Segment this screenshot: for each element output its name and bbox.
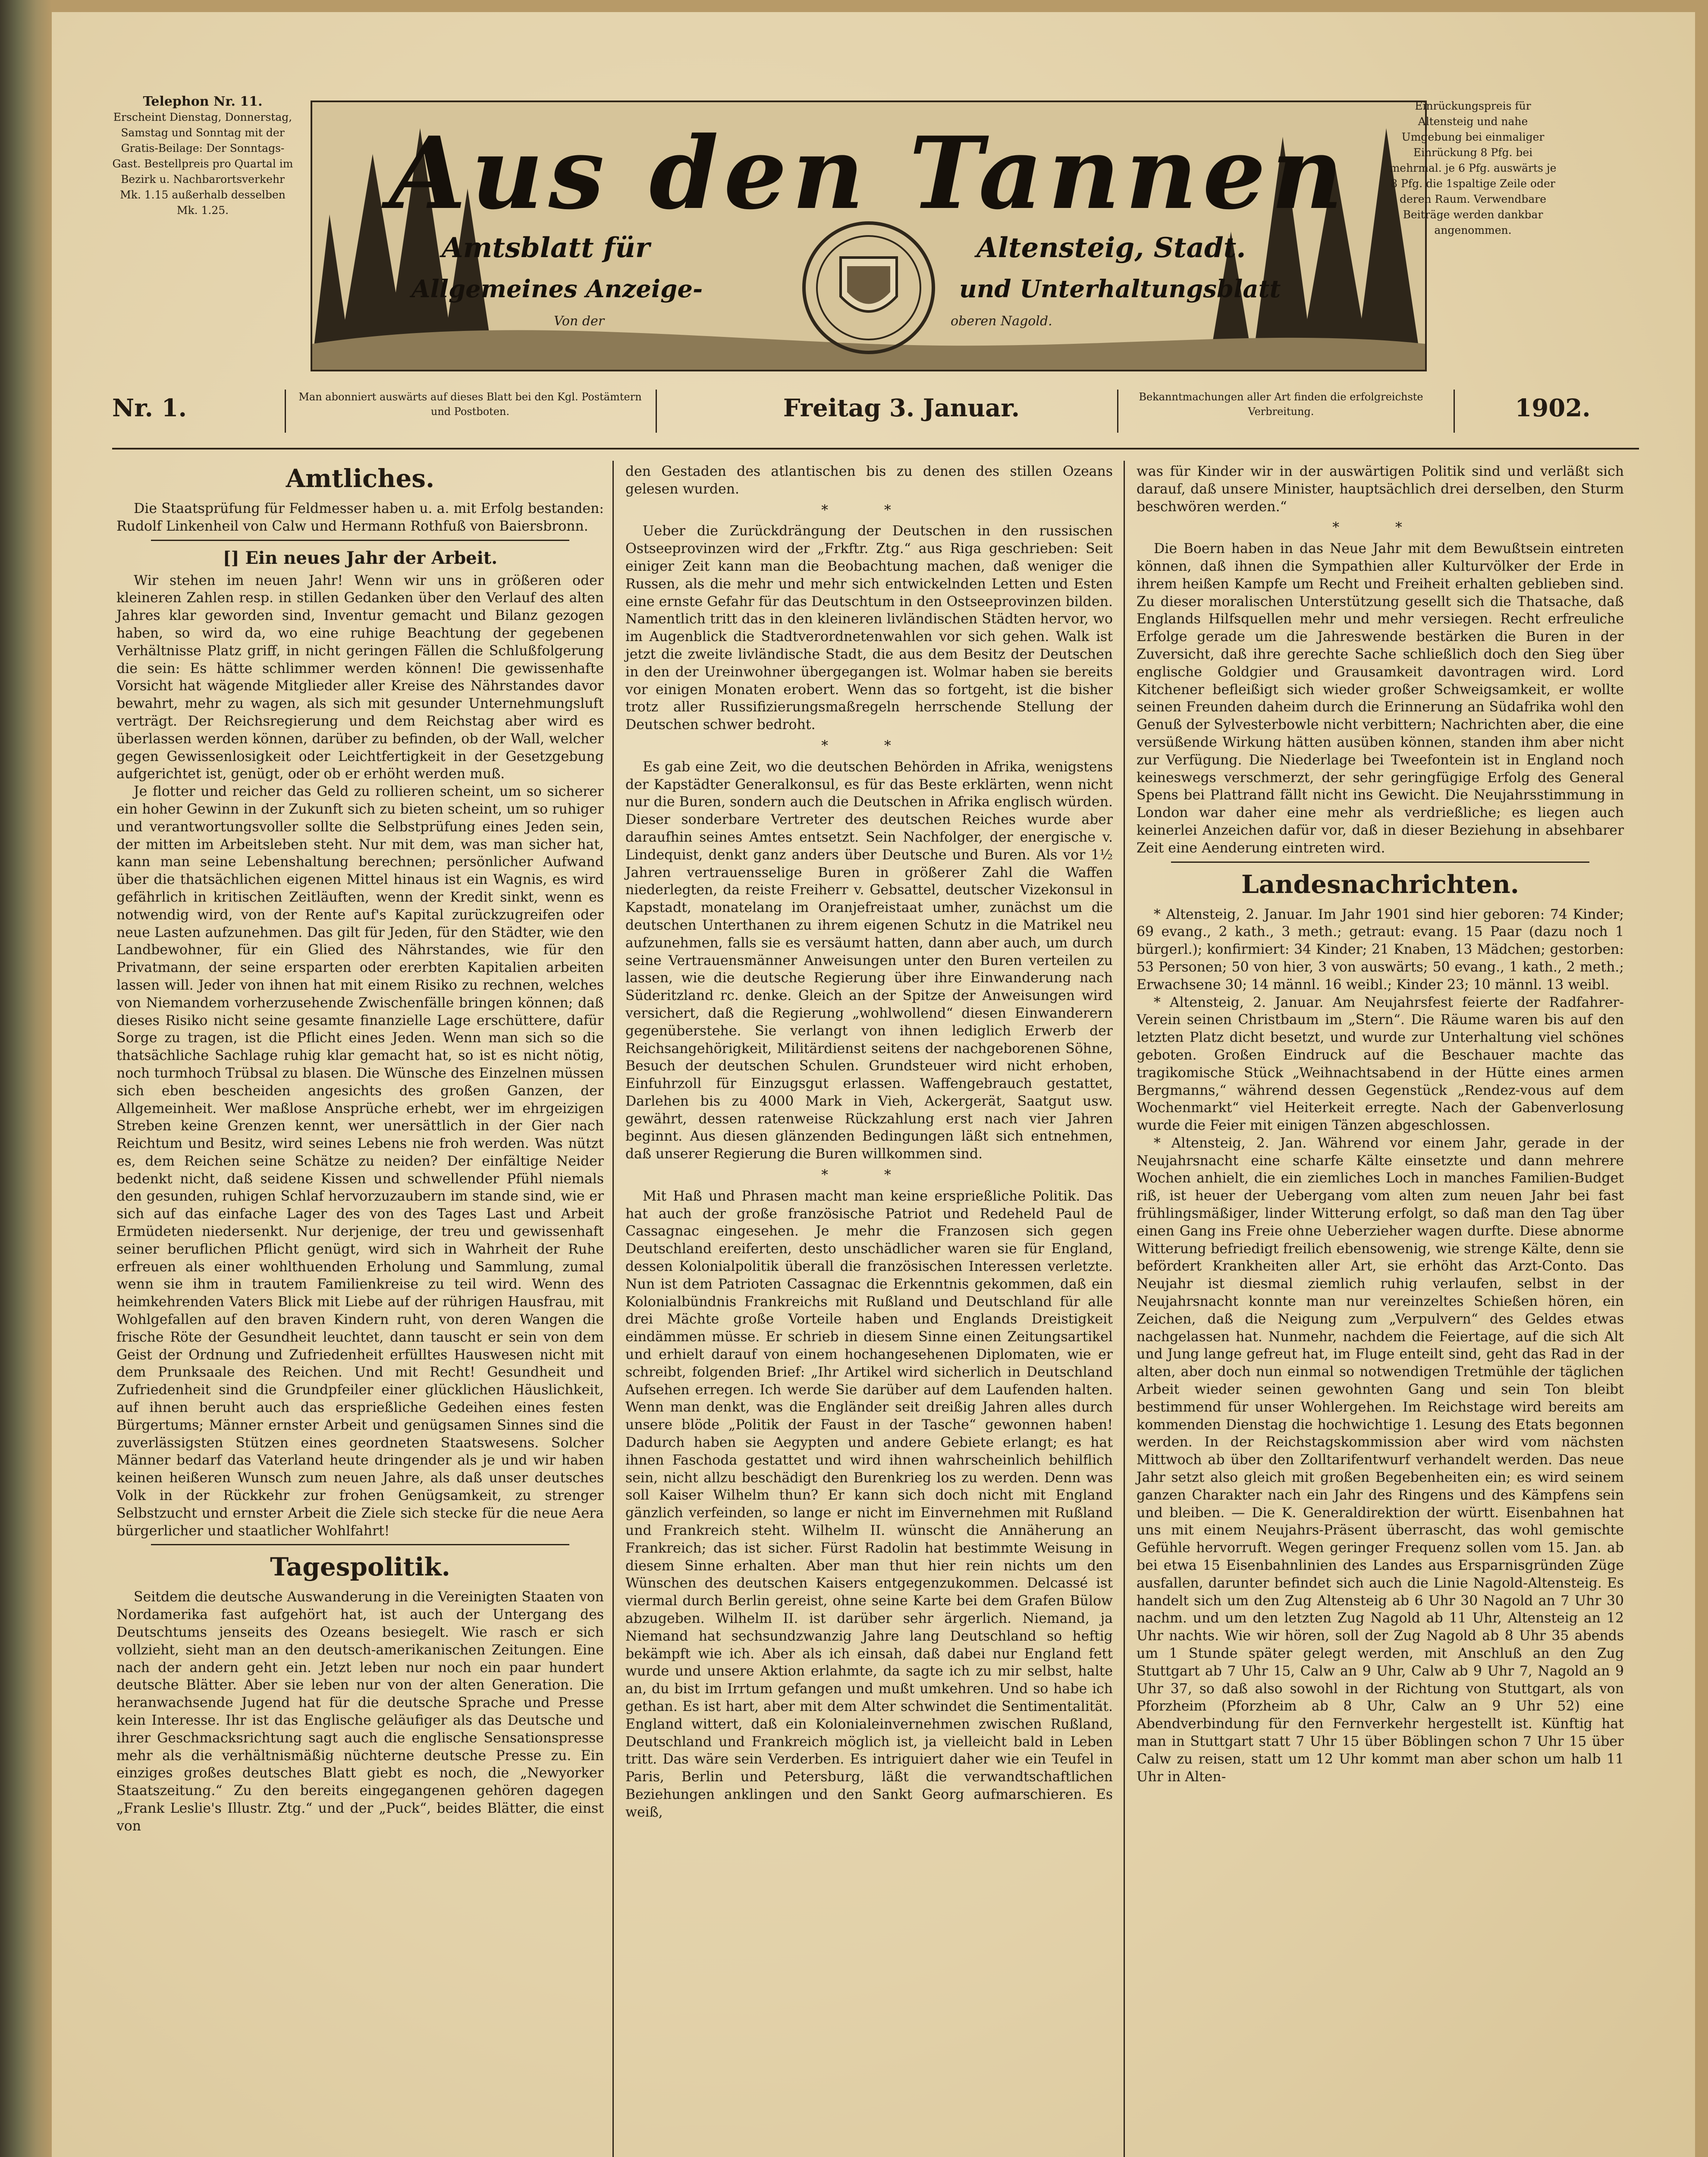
ads-note: Bekanntmachungen aller Art finden die erfolgreichste Verbreitung. — [1139, 391, 1423, 418]
article-radfahrer: * Altensteig, 2. Januar. Am Neujahrsfest feierte der Radfahrer-Verein seinen Christbaum im „Stern“. Die Räume waren bis auf den letzten Platz dicht besetzt, und wurde zur Unterhaltung viel schönes geboten. Großen Eindruck auf die Beschauer machte das tragikomische Stück „Weihnachtsabend in der Hütte eines armen Bergmanns,“ während dessen Gegenstück „Rendez-vous auf dem Wochenmarkt“ viel Heiterkeit erregte. Nach der Gabenverlosung wurde die Feier mit einigen Tänzen abgeschlossen. — [1137, 994, 1624, 1134]
header-right-info: Einrückungspreis für Altensteig und nahe Umgebung bei einmaliger Einrückung 8 Pfg. bei mehrmal. je 6 Pfg. auswärts je 8 Pfg. die 1spaltige Zeile oder deren Raum. Verwendbare Beiträge werden dankbar angenommen. — [1389, 100, 1557, 236]
issue-year: 1902. — [1515, 394, 1591, 422]
article-col2-p1: den Gestaden des atlantischen bis zu denen des stillen Ozeans gelesen wurden. — [625, 464, 1113, 497]
masthead — [311, 101, 1427, 371]
header-left-info — [112, 94, 293, 218]
issue-divider — [656, 390, 657, 433]
telephone-number: Telephon Nr. 11. — [143, 94, 263, 109]
article-neujahr-witterung: * Altensteig, 2. Jan. Während vor einem Jahr, gerade in der Neujahrsnacht eine scharfe Kälte einsetzte und dann mehrere Wochen anhielt, die ein ziemliches Loch in manches Familien-Budget riß, ist heuer der Uebergang vom alten zum neuen Jahr bei fast frühlingsmäßiger, linder Witterung erfolgt, so daß man den Tag über einen Gang ins Freie ohne Ueberzieher wagen durfte. Diese abnorme Witterung befriedigt freilich ebensowenig, wie strenge Kälte, denn sie befördert Krankheiten aller Art, sie erhöht das Arzt-Conto. Das Neujahr ist diesmal ziemlich ruhig verlaufen, selbst in der Neujahrsnacht konnte man nur vereinzeltes Schießen hören, ein Zeichen, daß die Neigung zum „Verpulvern“ des Geldes etwas nachgelassen hat. Nunmehr, nachdem die Feiertage, auf die sich Alt und Jung lange gefreut hat, im Fluge enteilt sind, geht das Rad in der alten, aber doch nun einmal so notwendigen Tretmühle der täglichen Arbeit wieder seinen gewohnten Gang und sein Ton bleibt bestimmend für unser Wohlergehen. Im Reichstage wird bereits am kommenden Dienstag die hochwichtige 1. Lesung des Etats begonnen werden. In der Reichstagskommission aber wird vom nächsten Mittwoch ab über den Zolltarifentwurf verhandelt werden. Das neue Jahr setzt also gleich mit großen Begebenheiten ein; es wird seinem ganzen Charakter nach ein Jahr des Ringens und des Kämpfens sein und bleiben. — Die K. Generaldirektion der württ. Eisenbahnen hat uns mit einem Neujahrs-Präsent überrascht, das wohl gemischte Gefühle hervorruft. Wegen geringer Frequenz sollen vom 15. Jan. ab bei etwa 15 Eisenbahnlinien des Landes aus Ersparnisgründen Züge ausfallen, darunter befindet sich auch die Linie Nagold-Altensteig. Es handelt sich um den Zug Altensteig ab 6 Uhr 30 Nagold an 7 Uhr 30 nachm. und um den letzten Zug Nagold ab 11 Uhr, Altensteig an 12 Uhr nachts. Wie wir hören, soll der Zug Nagold ab 8 Uhr 35 abends um 1 Stunde später gelegt werden, mit Anschluß an den Zug Stuttgart ab 7 Uhr 15, Calw an 9 Uhr, Calw ab 9 Uhr 7, Nagold an 9 Uhr 37, so daß also sowohl in der Richtung von Stuttgart, als von Pforzheim (Pforzheim ab 8 Uhr, Calw an 9 Uhr 52) eine Abendverbindung für den Fernverkehr hergestellt ist. Künftig hat man in Stuttgart statt 7 Uhr 15 über Böblingen schon 7 Uhr 15 über Calw zu reisen, statt um 12 Uhr kommt man aber schon um halb 11 Uhr in Alten- — [1137, 1135, 1624, 1785]
section-divider — [151, 540, 569, 541]
oberen-nagold-label: oberen Nagold. — [951, 314, 1052, 329]
heading-landesnachrichten: Landesnachrichten. — [1241, 869, 1519, 899]
issue-line — [112, 390, 1708, 437]
issue-divider — [1454, 390, 1455, 433]
issue-divider — [285, 390, 286, 433]
issue-date: Freitag 3. Januar. — [783, 394, 1020, 422]
column-1 — [116, 463, 604, 1835]
subtitle-altensteig: Altensteig, Stadt. — [976, 232, 1246, 264]
article-col3-p1: was für Kinder wir in der auswärtigen Politik sind und verläßt sich darauf, daß unsere Minister, hauptsächlich drei derselben, den Sturm beschwören werden.“ — [1137, 464, 1624, 515]
book-binding-edge — [0, 0, 52, 2157]
article-tagespolitik: Seitdem die deutsche Auswanderung in die Vereinigten Staaten von Nordamerika fast aufgehört hat, ist auch der Untergang des Deutschtums jenseits des Ozeans besiegelt. Wie rasch er sich vollzieht, sieht man an den deutsch-amerikanischen Zeitungen. Eine nach der andern geht ein. Jetzt leben nur noch ein paar hundert deutsche Blätter. Aber sie leben nur von der alten Generation. Die heranwachsende Jugend hat für die deutsche Sprache und Presse kein Interesse. Ihr ist das Englische geläufiger als das Deutsche und ihrer Geschmacksrichtung sagt auch die englische Sensationspresse mehr als die verhältnismäßig nüchterne deutsche Presse zu. Ein einziges großes deutsches Blatt giebt es noch, die „Newyorker Staatszeitung.“ Zu den bereits eingegangenen gehören dagegen „Frank Leslie's Illustr. Ztg.“ und der „Puck“, beides Blätter, die einst von — [116, 1589, 604, 1834]
article-neues-jahr-p2: Je flotter und reicher das Geld zu rollieren scheint, um so sicherer ein hoher Gewinn in der Zukunft sich zu bieten scheint, um so ruhiger und verantwortungsvoller sollte die Selbstprüfung eines Jeden sein, der mitten im Arbeitsleben steht. Nur mit dem, was man sicher hat, kann man seine Lebenshaltung berechnen; persönlicher Aufwand über die thatsächlichen eigenen Mittel hinaus ist ein Wagnis, es wird gefährlich in kritischen Zeitläuften, wenn der Kredit sinkt, wenn es notwendig wird, von der Rente auf's Kapital zurückzugreifen oder neue Lasten aufzunehmen. Das gilt für Jeden, für den Städter, wie den Landbewohner, für ein Glied des Nährstandes, wie für den Privatmann, der seine ersparten oder ererbten Kapitalien arbeiten lassen will. Jeder von ihnen hat mit einem Risiko zu rechnen, welches von Niemandem vorherzusehende Zwischenfälle bringen können; daß dieses Risiko nicht seine gesamte finanzielle Lage erschüttere, dafür Sorge zu tragen, ist die Pflicht eines Jeden. Wenn man sich so die thatsächliche Sachlage ruhig klar gemacht hat, so ist es nicht nötig, noch turmhoch Trübsal zu blasen. Die Wünsche des Einzelnen müssen sich eben bescheiden angesichts des großen Ganzen, der Allgemeinheit. Wer maßlose Ansprüche erhebt, wer im ehrgeizigen Streben keine Grenzen kennt, wer unersättlich in der Gier nach Reichtum und Besitz, wird seines Lebens nie froh werden. Was nützt es, dem Reichen seine Schätze zu neiden? Der einfältige Neider bedenkt nicht, daß seidene Kissen und schwellender Pfühl niemals den gesunden, ruhigen Schlaf hervorzuzaubern im stande sind, wie er sich auf das einfache Lager des von des Tages Last und Arbeit Ermüdeten niedersenkt. Nur derjenige, der treu und gewissenhaft seiner beruflichen Pflicht genügt, wird sich in Wahrheit der Ruhe erfreuen als einer wohlthuenden Erholung und Sammlung, zumal wenn sie ihm in trautem Familienkreise zu teil wird. Wenn des heimkehrenden Vaters Blick mit Liebe auf der rührigen Hausfrau, mit Wohlgefallen auf den braven Kindern ruht, von deren Wangen die frische Röte der Gesundheit leuchtet, dann tauscht er sein von dem Geist der Ordnung und Zufriedenheit erfülltes Hauswesen nicht mit dem Prunksaale des Reichen. Und mit Recht! Gesundheit und Zufriedenheit sind die Grundpfeiler einer glücklichen Häuslichkeit, auf ihnen beruht auch das ersprießliche Gedeihen eines festen Bürgertums; Männer ernster Arbeit und genügsamen Sinnes sind die zuverlässigsten Stützen eines geordneten Staatswesens. Solcher Männer bedarf das Vaterland heute dringender als je und wir haben keinen heißeren Wunsch zum neuen Jahre, als daß unser deutsches Volk in der Rückkehr zur frohen Genügsamkeit, zu strenger Selbstzucht und ernster Arbeit die Ziele sich stecke für die neue Aera bürgerlicher und staatlicher Wohlfahrt! — [116, 784, 604, 1539]
header-rule — [112, 448, 1639, 450]
publication-schedule: Erscheint Dienstag, Donnerstag, Samstag und Sonntag mit der Gratis-Beilage: Der Sonntags-Gast. Bestellpreis pro Quartal im Bezirk u. Nachbarortsverkehr Mk. 1.15 außerhalb desselben Mk. 1.25. — [112, 111, 293, 217]
article-riga: Ueber die Zurückdrängung der Deutschen in den russischen Ostseeprovinzen wird der „Frkftr. Ztg.“ aus Riga geschrieben: Seit einiger Zeit kann man die Beobachtung machen, daß weniger die Russen, als die mehr und mehr sich entwickelnden Letten und Esten eine ernste Gefahr für das Deutschtum in den Ostseeprovinzen bilden. Namentlich tritt das in den kleineren livländischen Städten hervor, wo im Augenblick die Stadtverordnetenwahlen vor sich gehen. Walk ist jetzt die zweite livländische Stadt, die aus dem Besitz der Deutschen in den der Ureinwohner übergegangen ist. Wolmar haben sie bereits vor einigen Monaten erobert. Wenn das so fortgeht, ist die bisher trotz aller Russifizierungsmaßregeln herrschende Stellung der Deutschen schwer bedroht. — [625, 523, 1113, 733]
heading-neues-jahr: [] Ein neues Jahr der Arbeit. — [223, 547, 498, 568]
subscription-note: Man abonniert auswärts auf dieses Blatt bei den Kgl. Postämtern und Postboten. — [298, 391, 642, 418]
heading-tagespolitik: Tagespolitik. — [270, 1552, 450, 1582]
article-amtliches: Die Staatsprüfung für Feldmesser haben u. a. mit Erfolg bestanden: Rudolf Linkenheil von Calw und Hermann Rothfuß von Baiersbronn. — [116, 501, 604, 534]
article-buren: Die Boern haben in das Neue Jahr mit dem Bewußtsein eintreten können, daß ihnen die Sympathien aller Kulturvölker der Erde in ihrem heißen Kampfe um Recht und Freiheit erhalten geblieben sind. Zu dieser moralischen Unterstützung gesellt sich die Thatsache, daß Englands Hilfsquellen mehr und mehr versiegen. Recht erfreuliche Erfolge gerade um die Jahreswende bestärken die Buren in der Zuversicht, daß ihre gerechte Sache schließlich doch den Sieg über englische Goldgier und Grausamkeit davontragen wird. Lord Kitchener befleißigt sich wieder großer Schweigsamkeit, er wollte seinen Freunden daheim durch die Erinnerung an Südafrika wohl den Genuß der Sylvesterbowle nicht verbittern; Nachrichten aber, die eine versüßende Wirkung hätten ausüben können, standen ihm aber nicht zur Verfügung. Die Niederlage bei Tweefontein ist in England noch keineswegs verschmerzt, der sehr geringfügige Erfolg des General Spens bei Plattrand fällt nicht ins Gewicht. Die Neujahrsstimmung in London war daher eine mehr als verdrießliche; es liegen auch keinerlei Anzeichen dafür vor, daß in dieser Beziehung in absehbarer Zeit eine Aenderung eintreten wird. — [1137, 541, 1624, 856]
section-divider — [151, 1544, 569, 1545]
article-cassagnac: Mit Haß und Phrasen macht man keine ersprießliche Politik. Das hat auch der große französische Patriot und Redeheld Paul de Cassagnac eingesehen. Je mehr die Franzosen sich gegen Deutschland ereiferten, desto unschädlicher waren sie für England, dessen Kolonialpolitik überall die französischen Interessen verletzte. Nun ist dem Patrioten Cassagnac die Erkenntnis gekommen, daß ein Kolonialbündnis Frankreichs mit Rußland und Deutschland für alle drei Mächte große Vorteile haben und Englands Dreistigkeit eindämmen müsse. Er schrieb in diesem Sinne einen Zeitungsartikel und erhielt darauf von einem hochangesehenen Diplomaten, wie er schreibt, folgenden Brief: „Ihr Artikel wird sicherlich in Deutschland Aufsehen erregen. Ich werde Sie darüber auf dem Laufenden halten. Wenn man denkt, was die Engländer seit dreißig Jahren alles durch unsere blöde „Politik der Faust in der Tasche“ gewonnen haben! Dadurch haben sie Aegypten und andere Gebiete erlangt; es hat ihnen Faschoda gestattet und wird ihnen wahrscheinlich behilflich sein, nicht allzu beschädigt den Burenkrieg los zu werden. Denn was soll Kaiser Wilhelm thun? Er kann sich doch nicht mit England gänzlich verfeinden, so lange er nicht im Einvernehmen mit Rußland und Frankreich steht. Wilhelm II. wünscht die Annäherung an Frankreich; das ist sicher. Fürst Radolin hat bestimmte Weisung in diesem Sinne erhalten. Aber man thut hier rein nichts um den Wünschen des deutschen Kaisers entgegenzukommen. Delcassé ist viermal durch Berlin gereist, ohne seine Karte bei dem Grafen Bülow abzugeben. Wilhelm II. ist darüber sehr ärgerlich. Niemand, ja Niemand hat sechsundzwanzig Jahre lang Deutschland so heftig bekämpft wie ich. Aber als ich einsah, daß dabei nur England fett wurde und unsere Aktion erlahmte, da sagte ich zu mir selbst, halte an, du bist im Irrtum gefangen und mußt umkehren. Und so habe ich gethan. Es ist hart, aber mit dem Alter schwindet die Sentimentalität. England wittert, daß ein Kolonialeinvernehmen zwischen Rußland, Deutschland und Frankreich möglich ist, ja vielleicht bald in Leben tritt. Das wäre sein Verderben. Es intriguiert daher wie ein Teufel in Paris, Berlin und Petersburg, läßt die verwandtschaftlichen Beziehungen anklingen und den Sankt Georg aufmarschieren. Es weiß, — [625, 1188, 1113, 1820]
subtitle-amtsblatt: Amtsblatt für — [442, 232, 650, 264]
article-statistik: * Altensteig, 2. Januar. Im Jahr 1901 sind hier geboren: 74 Kinder; 69 evang., 2 kath., 3 meth.; getraut: evang. 15 Paar (dazu noch 1 bürgerl.); konfirmiert: 34 Kinder; 21 Knaben, 13 Mädchen; gestorben: 53 Personen; 50 von hier, 3 von auswärts; 50 evang., 1 kath., 2 meth.; Erwachsene 30; 14 männl. 16 weibl.; Kinder 23; 10 männl. 13 weibl. — [1137, 906, 1624, 993]
column-divider — [612, 461, 614, 2157]
masthead-title: Aus den Tannen — [389, 115, 1348, 232]
column-2: den Gestaden des atlantischen bis zu denen des stillen Ozeans gelesen wurden. * * Ueber die Zurückdrängung der Deutschen in den russischen Ostseeprovinzen wird der „Frkftr. Ztg.“ aus Riga geschrieben: Seit einiger Zeit kann man die Beobachtung machen, daß weniger die Russen, als die mehr und mehr sich entwickelnden Letten und Esten eine ernste Gefahr für das Deutschtum in den Ostseeprovinzen bilden. Namentlich tritt das in den kleineren livländischen Städten hervor, wo im Augenblick die Stadtverordnetenwahlen vor sich gehen. Walk ist jetzt die zweite livländische Stadt, die aus dem Besitz der Deutschen in den der Ureinwohner übergegangen ist. Wolmar haben sie bereits vor einigen Monaten erobert. Wenn das so fortgeht, ist die bisher trotz aller Russifizierungsmaßregeln herrschende Stellung der Deutschen schwer bedroht. * * Es gab eine Zeit, wo die deutschen Behörden in Afrika, wenigstens der Kapstädter Generalkonsul, es für das Beste erklärten, wenn nicht nur die Buren, sondern auch die Deutschen in Afrika englisch würden. Dieser sonderbare Vertreter des deutschen Reiches wurde aber daraufhin seines Amtes entsetzt. Sein Nachfolger, der energische v. Lindequist, denkt ganz anders über Deutsche und Buren. Als vor 1½ Jahren vertrauensselige Buren in größerer Zahl die Waffen niederlegten, da reiste Freiherr v. Gebsattel, deutscher Vizekonsul in Kapstadt, monatelang im Oranjefreistaat umher, zunächst um die deutschen Unterthanen zu ihrem eigenen Schutz in die Matrikel neu aufzunehmen, falls sie es versäumt hatten, dann aber auch, um durch seine Vertrauensmänner Anweisungen unter den Buren verteilen zu lassen, wie die deutsche Regierung über ihre Einwanderung nach Süderitzland rc. denke. Gleich an der Spitze der Anweisungen wird versichert, daß die Regierung „wohlwollend“ diesen Einwanderern gegenüberstehe. Sie verlangt von ihnen lediglich Erwerb der Reichsangehörigkeit, Militärdienst seitens der nachgeborenen Söhne, Besuch der deutschen Schulen. Grundsteuer wird nicht erhoben, Einfuhrzoll für Einzugsgut erlassen. Waffengebrauch gestattet, Darlehen bis zu 4000 Mark in Vieh, Ackergerät, Saatgut usw. gewährt, dessen ratenweise Rückzahlung erst nach vier Jahren beginnt. Aus diesen glänzenden Bedingungen läßt sich entnehmen, daß unserer Regierung die Buren willkommen sind. * * Mit Haß und Phrasen macht man keine ersprießliche Politik. Das hat auch der große französische Patriot und Redeheld Paul de Cassagnac eingesehen. Je mehr die Franzosen sich gegen Deutschland ereiferten, desto unschädlicher waren sie für England, dessen Kolonialpolitik überall die französischen Interessen verletzte. Nun ist dem Patrioten Cassagnac die Erkenntnis gekommen, daß ein Kolonialbündnis Frankreichs mit Rußland und Deutschland für alle drei Mächte große Vorteile haben und Englands Dreistigkeit eindämmen müsse. Er schrieb in diesem Sinne einen Zeitungsartikel und erhielt darauf von einem hochangesehenen Diplomaten, wie er schreibt, folgenden Brief: „Ihr Artikel wird sicherlich in Deutschland Aufsehen erregen. Ich werde Sie darüber auf dem Laufenden halten. Wenn man denkt, was die Engländer seit dreißig Jahren alles durch unsere blöde „Politik der Faust in der Tasche“ gewonnen haben! Dadurch haben sie Aegypten und andere Gebiete erlangt; es hat ihnen Faschoda gestattet und wird ihnen wahrscheinlich behilflich sein, nicht allzu beschädigt den Burenkrieg los zu werden. Denn was soll Kaiser Wilhelm thun? Er kann sich doch nicht mit England gänzlich verfeinden, so lange er nicht im Einvernehmen mit Rußland und Frankreich steht. Wilhelm II. wünscht die Annäherung an Frankreich; das ist sicher. Fürst Radolin hat bestimmte Weisung in diesem Sinne erhalten. Aber man thut hier rein nichts um den Wünschen des deutschen Kaisers entgegenzukommen. Delcassé ist viermal durch Berlin gereist, ohne seine Karte bei dem Grafen Bülow abzugeben. Wilhelm II. ist darüber sehr ärgerlich. Niemand, ja Niemand hat sechsundzwanzig Jahre lang Deutschland so heftig bekämpft wie ich. Aber als ich einsah, daß dabei nur England fett wurde und unsere Aktion erlahmte, da sagte ich zu mir selbst, halte an, du bist im Irrtum gefangen und mußt umkehren. Und so habe ich gethan. Es ist hart, aber mit dem Alter schwindet die Sentimentalität. England wittert, daß ein Kolonialeinvernehmen zwischen Rußland, Deutschland und Frankreich möglich ist, ja vielleicht bald in Leben tritt. Das wäre sein Verderben. Es intriguiert daher wie ein Teufel in Paris, Berlin und Petersburg, läßt die verwandtschaftlichen Beziehungen anklingen und den Sankt Georg aufmarschieren. Es weiß, — [625, 463, 1113, 1821]
column-divider — [1124, 461, 1125, 2157]
subtitle-unterhaltung: und Unterhaltungsblatt — [959, 275, 1281, 303]
subtitle-anzeige: Allgemeines Anzeige- — [411, 275, 703, 303]
heading-amtliches: Amtliches. — [286, 464, 435, 493]
issue-number: Nr. 1. — [112, 394, 187, 422]
section-divider — [1171, 862, 1589, 863]
column-3: was für Kinder wir in der auswärtigen Politik sind und verläßt sich darauf, daß unsere Minister, hauptsächlich drei derselben, den Sturm beschwören werden.“ * * Die Boern haben in das Neue Jahr mit dem Bewußtsein eintreten können, daß ihnen die Sympathien aller Kulturvölker der Erde in ihrem heißen Kampfe um Recht und Freiheit erhalten geblieben sind. Zu dieser moralischen Unterstützung gesellt sich die Thatsache, daß Englands Hilfsquellen mehr und mehr versiegen. Recht erfreuliche Erfolge gerade um die Jahreswende bestärken die Buren in der Zuversicht, daß ihre gerechte Sache schließlich doch den Sieg über englische Goldgier und Grausamkeit davontragen wird. Lord Kitchener befleißigt sich wieder großer Schweigsamkeit, er wollte seinen Freunden daheim durch die Erinnerung an Südafrika wohl den Genuß der Sylvesterbowle nicht verbittern; Nachrichten aber, die eine versüßende Wirkung hätten ausüben können, standen ihm aber nicht zur Verfügung. Die Niederlage bei Tweefontein ist in England noch keineswegs verschmerzt, der sehr geringfügige Erfolg des General Spens bei Plattrand fällt nicht ins Gewicht. Die Neujahrsstimmung in London war daher eine mehr als verdrießliche; es liegen auch keinerlei Anzeichen dafür vor, daß in dieser Beziehung in absehbarer Zeit eine Aenderung eintreten wird. Landesnachrichten. * Altensteig, 2. Januar. Im Jahr 1901 sind hier geboren: 74 Kinder; 69 evang., 2 kath., 3 meth.; getraut: evang. 15 Paar (dazu noch 1 bürgerl.); konfirmiert: 34 Kinder; 21 Knaben, 13 Mädchen; gestorben: 53 Personen; 50 von hier, 3 von auswärts; 50 evang., 1 kath., 2 meth.; Erwachsene 30; 14 männl. 16 weibl.; Kinder 23; 10 männl. 13 weibl. * Altensteig, 2. Januar. Am Neujahrsfest feierte der Radfahrer-Verein seinen Christbaum im „Stern“. Die Räume waren bis auf den letzten Platz dicht besetzt, und wurde zur Unterhaltung viel schönes geboten. Großen Eindruck auf die Beschauer machte das tragikomische Stück „Weihnachtsabend in der Hütte eines armen Bergmanns,“ während dessen Gegenstück „Rendez-vous auf dem Wochenmarkt“ viel Heiterkeit erregte. Nach der Gabenverlosung wurde die Feier mit einigen Tänzen abgeschlossen. * Altensteig, 2. Jan. Während vor einem Jahr, gerade in der Neujahrsnacht eine scharfe Kälte einsetzte und dann mehrere Wochen anhielt, die ein ziemliches Loch in manches Familien-Budget riß, ist heuer der Uebergang vom alten zum neuen Jahr bei fast frühlingsmäßiger, linder Witterung erfolgt, so daß man den Tag über einen Gang ins Freie ohne Ueberzieher wagen durfte. Diese abnorme Witterung befriedigt freilich ebensowenig, wie strenge Kälte, denn sie befördert Krankheiten aller Art, sie erhöht das Arzt-Conto. Das Neujahr ist diesmal ziemlich ruhig verlaufen, selbst in der Neujahrsnacht konnte man nur vereinzeltes Schießen hören, ein Zeichen, daß die Neigung zum „Verpulvern“ des Geldes etwas nachgelassen hat. Nunmehr, nachdem die Feiertage, auf die sich Alt und Jung lange gefreut hat, im Fluge enteilt sind, geht das Rad in der alten, aber doch nun einmal so notwendigen Tretmühle der täglichen Arbeit wieder seinen gewohnten Gang und sein Ton bleibt bestimmend für unser Wohlergehen. Im Reichstage wird bereits am kommenden Dienstag die hochwichtige 1. Lesung des Etats begonnen werden. In der Reichstagskommission aber wird vom nächsten Mittwoch ab über den Zolltarifentwurf verhandelt werden. Das neue Jahr setzt also gleich mit großen Begebenheiten ein; es wird seinem ganzen Charakter nach ein Jahr des Ringens und des Kämpfens sein und bleiben. — Die K. Generaldirektion der württ. Eisenbahnen hat uns mit einem Neujahrs-Präsent überrascht, das wohl gemischte Gefühle hervorruft. Wegen geringer Frequenz sollen vom 15. Jan. ab bei etwa 15 Eisenbahnlinien des Landes aus Ersparnisgründen Züge ausfallen, darunter befindet sich auch die Linie Nagold-Altensteig. Es handelt sich um den Zug Altensteig ab 6 Uhr 30 Nagold an 7 Uhr 30 nachm. und um den letzten Zug Nagold ab 11 Uhr, Altensteig an 12 Uhr nachts. Wie wir hören, soll der Zug Nagold ab 8 Uhr 35 abends um 1 Stunde später gelegt werden, mit Anschluß an den Zug Stuttgart ab 7 Uhr 15, Calw an 9 Uhr, Calw ab 9 Uhr 7, Nagold an 9 Uhr 37, so daß also sowohl in der Richtung von Stuttgart, als von Pforzheim (Pforzheim ab 8 Uhr, Calw an 9 Uhr 52) eine Abendverbindung für den Fernverkehr hergestellt ist. Künftig hat man in Stuttgart statt 7 Uhr 15 über Böblingen schon 7 Uhr 15 über Calw zu reisen, statt um 12 Uhr kommt man aber schon um halb 11 Uhr in Alten- — [1137, 463, 1624, 1786]
issue-divider — [1117, 390, 1118, 433]
newspaper-page — [52, 12, 1695, 2157]
article-neues-jahr-p1: Wir stehen im neuen Jahr! Wenn wir uns in größeren oder kleineren Zahlen resp. in stillen Gedanken über den Verlauf des alten Jahres klar geworden sind, Inventur gemacht und Bilanz gezogen haben, so wird da, wo eine ruhige Beachtung der gegebenen Verhältnisse Platz griff, in nicht geringen Fällen die Schlußfolgerung die sein: Es hätte schlimmer werden können! Die gewissenhafte Vorsicht hat wägende Mitglieder aller Kreise des Nährstandes davor bewahrt, mehr zu wagen, als sich mit gesunder Unternehmungsluft verträgt. Der Reichsregierung und dem Reichstag aber wird es überlassen werden können, darüber zu befinden, ob der Wall, welcher gegen Gewissenlosigkeit oder Leichtfertigkeit in der Gesetzgebung aufgerichtet ist, genügt, oder ob er erhöht werden muß. — [116, 572, 604, 782]
von-der-label: Von der — [554, 314, 605, 329]
article-afrika: Es gab eine Zeit, wo die deutschen Behörden in Afrika, wenigstens der Kapstädter Generalkonsul, es für das Beste erklärten, wenn nicht nur die Buren, sondern auch die Deutschen in Afrika englisch würden. Dieser sonderbare Vertreter des deutschen Reiches wurde aber daraufhin seines Amtes entsetzt. Sein Nachfolger, der energische v. Lindequist, denkt ganz anders über Deutsche und Buren. Als vor 1½ Jahren vertrauensselige Buren in größerer Zahl die Waffen niederlegten, da reiste Freiherr v. Gebsattel, deutscher Vizekonsul in Kapstadt, monatelang im Oranjefreistaat umher, zunächst um die deutschen Unterthanen zu ihrem eigenen Schutz in die Matrikel neu aufzunehmen, falls sie es versäumt hatten, dann aber auch, um durch seine Vertrauensmänner Anweisungen unter den Buren verteilen zu lassen, wie die deutsche Regierung über ihre Einwanderung nach Süderitzland rc. denke. Gleich an der Spitze der Anweisungen wird versichert, daß die Regierung „wohlwollend“ diesen Einwanderern gegenüberstehe. Sie verlangt von ihnen lediglich Erwerb der Reichsangehörigkeit, Militärdienst seitens der nachgeborenen Söhne, Besuch der deutschen Schulen. Grundsteuer wird nicht erhoben, Einfuhrzoll für Einzugsgut erlassen. Waffengebrauch gestattet, Darlehen bis zu 4000 Mark in Vieh, Ackergerät, Saatgut usw. gewährt, dessen ratenweise Rückzahlung erst nach vier Jahren beginnt. Aus diesen glänzenden Bedingungen läßt sich entnehmen, daß unserer Regierung die Buren willkommen sind. — [625, 759, 1113, 1162]
